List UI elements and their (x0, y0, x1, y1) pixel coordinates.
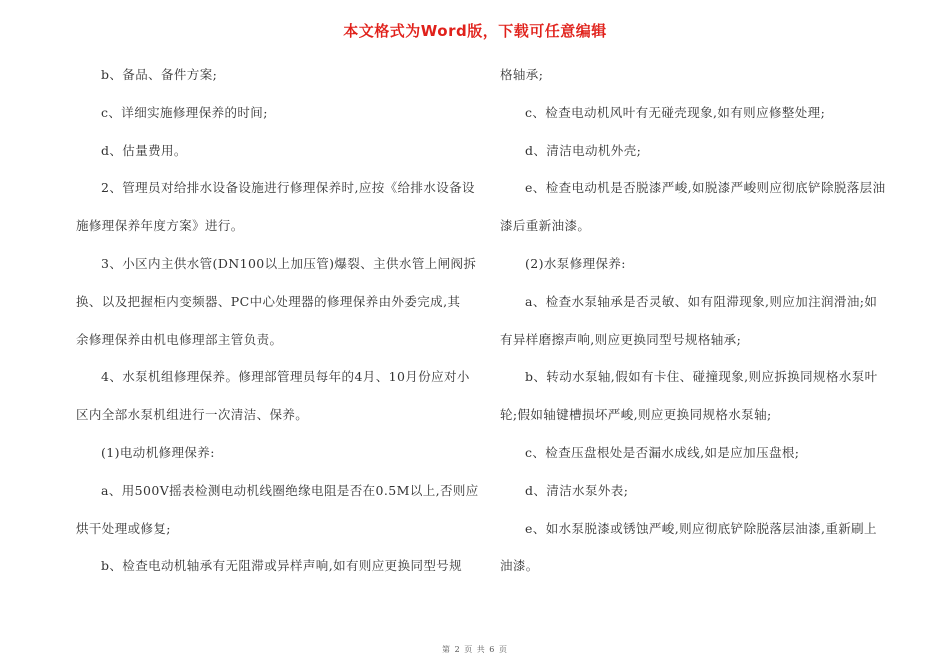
text-line: 格轴承; (500, 67, 544, 82)
text-line: (1)电动机修理保养: (101, 444, 215, 460)
text-line: 施修理保养年度方案》进行。 (76, 218, 244, 234)
text-line: d、清洁电动机外壳; (525, 142, 642, 158)
text-line: 4、水泵机组修理保养。修理部管理员每年的4月、10月份应对小 (101, 369, 470, 385)
text-line: 油漆。 (500, 558, 539, 574)
text-line: 有异样磨擦声响,则应更换同型号规格轴承; (500, 331, 742, 347)
text-line: c、详细实施修理保养的时间; (101, 104, 268, 120)
text-line: e、检查电动机是否脱漆严峻,如脱漆严峻则应彻底铲除脱落层油 (525, 180, 886, 196)
text-line: 烘干处理或修复; (76, 520, 171, 536)
text-line: b、检查电动机轴承有无阻滞或异样声响,如有则应更换同型号规 (101, 558, 463, 574)
word-format-banner: 本文格式为Word版，下载可任意编辑 (343, 22, 607, 40)
text-line: c、检查电动机风叶有无碰壳现象,如有则应修整处理; (525, 104, 826, 120)
text-line: a、用500V摇表检测电动机线圈绝缘电阻是否在0.5M以上,否则应 (101, 482, 479, 498)
text-line: 3、小区内主供水管(DN100以上加压管)爆裂、主供水管上闸阀拆 (101, 255, 477, 271)
page-number-footer: 第 2 页 共 6 页 (442, 645, 508, 654)
text-line: 换、以及把握柜内变频器、PC中心处理器的修理保养由外委完成,其 (76, 293, 461, 309)
text-line: 漆后重新油漆。 (500, 218, 591, 234)
left-text-column (76, 62, 479, 591)
text-line: 余修理保养由机电修理部主管负责。 (76, 331, 283, 347)
text-line: c、检查压盘根处是否漏水成线,如是应加压盘根; (525, 444, 800, 460)
text-line: b、转动水泵轴,假如有卡住、碰撞现象,则应拆换同规格水泵叶 (525, 369, 878, 385)
text-line: 区内全部水泵机组进行一次清洁、保养。 (76, 407, 309, 423)
text-line: a、检查水泵轴承是否灵敏、如有阻滞现象,则应加注润滑油;如 (525, 293, 878, 309)
text-line: 轮;假如轴键槽损坏严峻,则应更换同规格水泵轴; (500, 407, 772, 423)
text-line: (2)水泵修理保养: (525, 255, 626, 271)
text-line: b、备品、备件方案; (101, 67, 218, 82)
text-line: d、估量费用。 (101, 142, 187, 158)
text-line: 2、管理员对给排水设备设施进行修理保养时,应按《给排水设备设 (101, 180, 475, 196)
text-line: e、如水泵脱漆或锈蚀严峻,则应彻底铲除脱落层油漆,重新刷上 (525, 520, 877, 536)
text-line: d、清洁水泵外表; (525, 482, 629, 498)
right-text-column (500, 62, 886, 591)
